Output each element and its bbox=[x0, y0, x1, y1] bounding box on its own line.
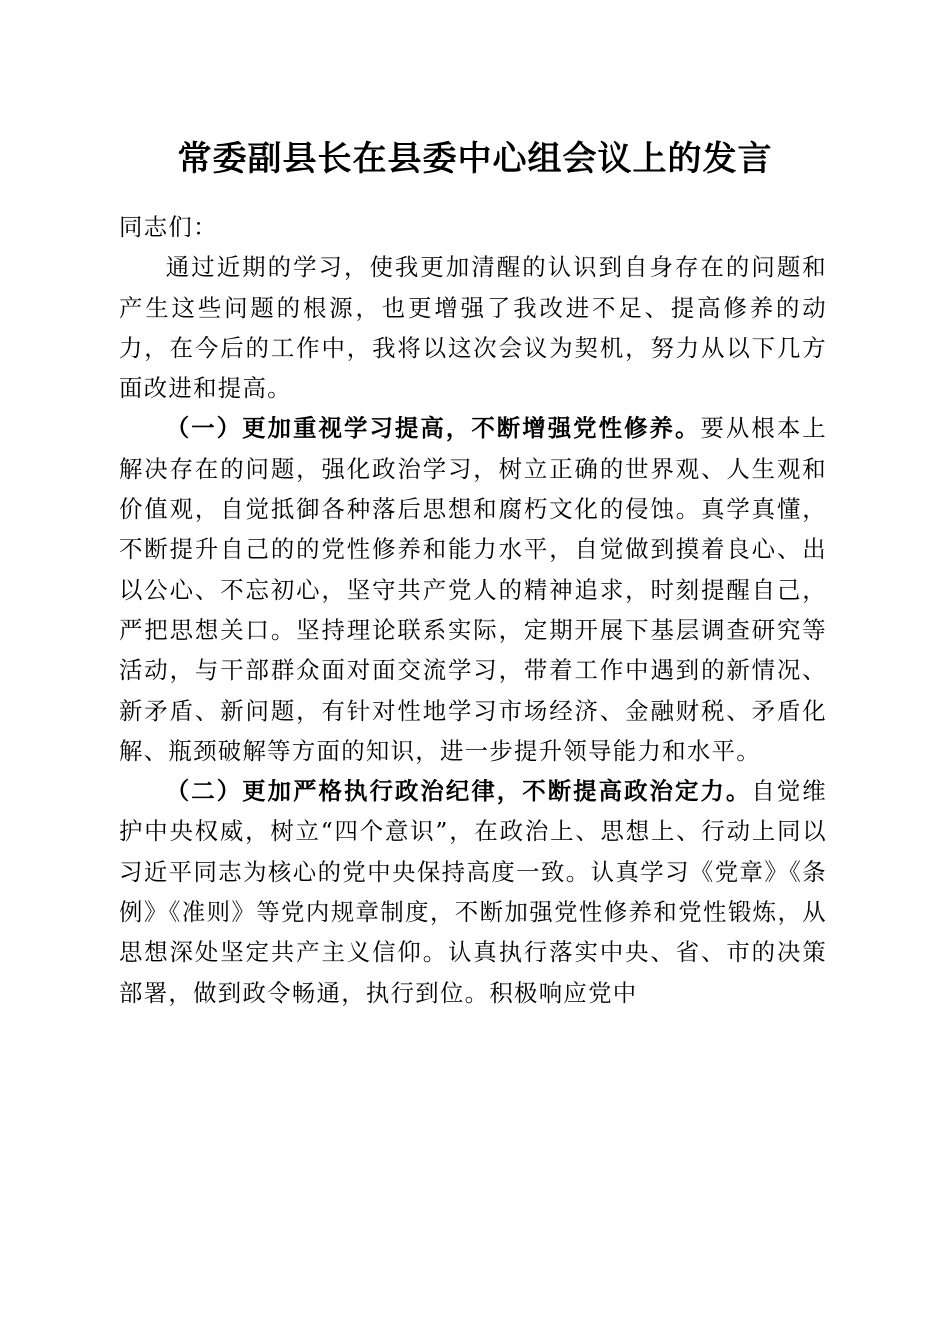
intro-paragraph: 通过近期的学习，使我更加清醒的认识到自身存在的问题和产生这些问题的根源，也更增强了我改进不足、提高修养的动力，在今后的工作中，我将以这次会议为契机，努力从以下几方面改进和提高。 bbox=[119, 253, 827, 403]
section-text-1: 要从根本上解决存在的问题，强化政治学习，树立正确的世界观、人生观和价值观，自觉抵御各种落后思想和腐朽文化的侵蚀。真学真懂，不断提升自己的的党性修养和能力水平，自觉做到摸着良心、出以公心、不忘初心，坚守共产党人的精神追求，时刻提醒自己，严把思想关口。坚持理论联系实际，定期开展下基层调查研究等活动，与干部群众面对面交流学习，带着工作中遇到的新情况、新矛盾、新问题，有针对性地学习市场经济、金融财税、矛盾化解、瓶颈破解等方面的知识，进一步提升领导能力和水平。 bbox=[119, 414, 827, 765]
section-text-2: 自觉维护中央权威，树立“四个意识”，在政治上、思想上、行动上同以习近平同志为核心的党中央保持高度一致。认真学习《党章》《条例》《准则》等党内规章制度，不断加强党性修养和党性锻炼，从思想深处坚定共产主义信仰。认真执行落实中央、省、市的决策部署，做到政令畅通，执行到位。积极响应党中 bbox=[119, 777, 827, 1007]
salutation: 同志们： bbox=[119, 213, 218, 241]
section-paragraph-1 bbox=[119, 408, 827, 771]
section-heading-1: （一）更加重视学习提高，不断增强党性修养。 bbox=[165, 414, 701, 443]
document-title: 常委副县长在县委中心组会议上的发言 bbox=[177, 139, 773, 179]
section-paragraph-2 bbox=[119, 771, 827, 1013]
section-heading-2: （二）更加严格执行政治纪律，不断提高政治定力。 bbox=[165, 777, 752, 806]
document-body bbox=[119, 207, 827, 1013]
